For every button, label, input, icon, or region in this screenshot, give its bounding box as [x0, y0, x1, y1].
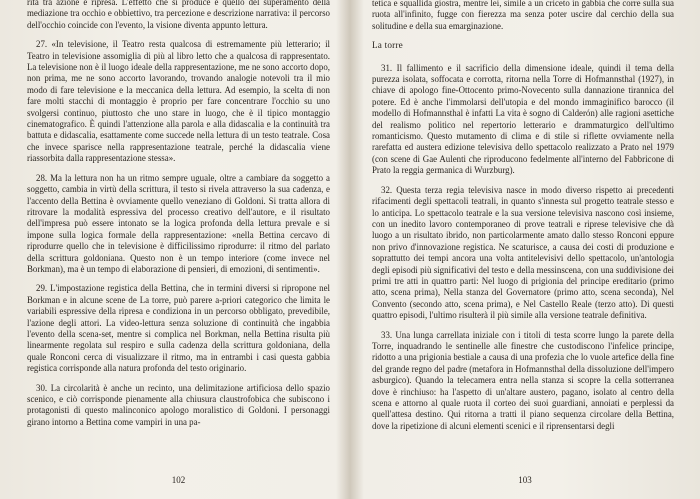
paragraph-30: 30. La circolarità è anche un recinto, una delimitazione artificiosa dello spazio scenico, e ciò corrisponde pienamente alla chiusura claustrofobica che subiscono i protagonisti di questo malinconico apologo moralistico di Goldoni. I personaggi girano intorno a Bettina come vampiri in una pa- [27, 382, 330, 427]
paragraph-31: 31. Il fallimento e il sacrificio della dimensione ideale, quindi il tema della purezza isolata, soffocata e corrotta, ritorna nella Torre di Hofmannsthal (1927), in chiave di apologo fine-Ottocento primo-Novecento sulla dannazione tirannica del potere. Ed è anche l'immolarsi dell'utopia e del mondo immaginifico barocco (il modello di Hofmannsthal è infatti La vita è sogno di Calderón) alle ragioni asettiche del realismo politico nel repertorio letterario e drammaturgico dell'ultimo romanticismo. Questo mutamento di clima e di stile si riflette ovviamente nella rarefatta ed austera edizione televisiva dello spettacolo realizzato a Prato nel 1979 (con scene di Gae Aulenti che riproducono fedelmente all'interno del Fabbricone di Prato la reggia germanica di Wurzburg). [372, 62, 674, 176]
paragraph-27: 27. «In televisione, il Teatro resta qualcosa di estremamente più letterario; il Teatro in televisione assomiglia di più al libro letto che a qualcosa di rappresentato. La televisione non è il luogo ideale della rappresentazione, me ne sono accorto dopo, non prima, me ne sono accorto lavorando, trovando analogie notevoli tra il mio modo di fare televisione e la meccanica della lettura. Ad esempio, la scelta di non fare molti stacchi di montaggio è proprio per fare concentrare l'occhio su uno svolgersi continuo, piuttosto che uno stare in luogo, che è il tipico montaggio cinematografico. È quindi l'attenzione alla parola e alla didascalia e la continuità tra battuta e didascalia, esattamente come succede nella lettura di un testo teatrale. Cosa che invece sparisce nella rappresentazione teatrale, perché la didascalia viene riassorbita dalla rappresentazione stessa». [27, 39, 330, 164]
paragraph-32: 32. Questa terza regia televisiva nasce in modo diverso rispetto ai precedenti rifacimenti degli spettacoli teatrali, in quanto s'innesta sul progetto teatrale stesso e lo anticipa. Lo spettacolo teatrale e la sua versione televisiva nascono così insieme, con un inedito lavoro contemporaneo di prove teatrali e riprese televisive che dà luogo a un risultato ibrido, non particolarmente amato dallo stesso Ronconi eppure non privo d'innovazione registica. Ne scaturisce, a causa dei costi di produzione e soprattutto dei tempi ancora una volta antitelevisivi dello spettacolo, un'antologia degli episodi più significativi del testo e della messinscena, con una suddivisione dei primi tre atti in quattro parti: Nel luogo di prigionia del principe ereditario (primo atto, scena prima), Nella stanza del Governatore (primo atto, scena seconda), Nel Convento (secondo atto, scena prima), e Nel Castello Reale (terzo atto). Di questi quattro episodi, l'ultimo risulterà il più simile alla versione teatrale definitiva. [372, 184, 674, 321]
paragraph-33: 33. Una lunga carrellata iniziale con i titoli di testa scorre lungo la parete della Torre, inquadrando le sentinelle alle finestre che custodiscono l'infelice principe, ridotto a una prigionia bestiale a causa di una profezia che lo vuole artefice della fine del grande regno del padre (metafora in Hofmannsthal della dissoluzione dell'impero asburgico). Quando la telecamera entra nella stanza si scopre la cella sotterranea dove è rinchiuso: ha l'aspetto di un'altare austero, pagano, isolato al centro della scena e attorno al quale ruota il corteo dei suoi guardiani, annoiati e perplessi da quell'attesa destino. Qui ritorna a tratti il piano sequenza circolare della Bettina, dove la ripetizione di alcuni elementi scenici e il riprensentarsi degli [372, 329, 674, 431]
paragraph-continued: rità tra azione e ripresa. L'effetto che si produce è quello del superamento della mediazione tra occhio e obbiettivo, tra percezione e descrizione narrativa: il percorso dell'occhio coincide con l'evento, la visione diventa appunto lettura. [27, 0, 330, 30]
paragraph-28: 28. Ma la lettura non ha un ritmo sempre uguale, oltre a cambiare da soggetto a soggetto, cambia in virtù della scrittura, il testo si rivela attraverso la sua cadenza, e l'accento della Bettina è ovviamente quello veneziano di Goldoni. Si tratta allora di ritrovare la modalità espressiva del processo creativo dell'autore, e il risultato dell'impresa può essere intonato se la logica profonda della lettura prevale e si impone sulla logica formale della rappresentazione: «nella Bettina cercavo di riprodurre quello che in televisione è difficilissimo riprodurre: il ritmo del parlato della scrittura goldoniana. Questo non è un tempo interiore (come invece nel Borkman), ma è un tempo di elaborazione di pensieri, di emozioni, di sentimenti». [27, 172, 330, 274]
page-number-left: 102 [171, 475, 186, 485]
paragraph-29: 29. L'impostazione registica della Bettina, che in termini diversi si ripropone nel Borkman e in alcune scene de La torre, può parere a-priori categorico che limita le variabili espressive della ripresa e condiziona in un percorso obbligato, prevedibile, l'azione degli attori. La video-lettura senza soluzione di continuità che ingabbia l'evento della scena-set, mentre si complica nel Borkman, nella Bettina risulta più linearmente regolata sul respiro e sulla cadenza della scrittura goldoniana, della quale Ronconi cerca di visualizzare il ritmo, ma in entrambi i casi questa gabbia registica corrisponde alla natura profonda del testo originario. [27, 283, 330, 374]
section-heading: La torre [372, 40, 403, 51]
right-page [350, 0, 700, 499]
paragraph-continued: tetica e squallida giostra, mentre lei, simile a un criceto in gabbia che corre sulla sua ruota all'infinito, fugge con fierezza ma senza poter uscire dal cerchio della sua solitudine e della sua emarginazione. [372, 0, 674, 31]
left-page-text [27, 0, 330, 428]
page-number-right: 103 [518, 475, 532, 485]
right-page-text [372, 0, 674, 432]
